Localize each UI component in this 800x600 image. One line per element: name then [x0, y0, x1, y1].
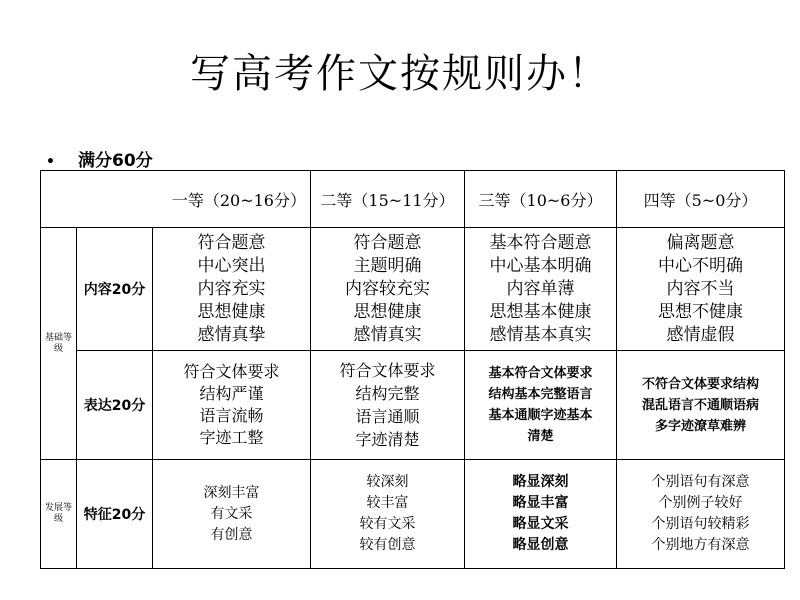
line: 主题明确	[353, 255, 422, 276]
line: 中心基本明确	[489, 255, 592, 276]
cell-feature-grade-3	[465, 460, 617, 569]
sub-feature: 特征20分	[77, 460, 153, 569]
line: 略显丰富	[512, 495, 569, 511]
header-grade-1: 一等（20~16分）	[41, 171, 311, 228]
line: 字迹清楚	[355, 430, 420, 449]
cell-expression-grade-1	[153, 351, 311, 460]
bullet-icon: •	[46, 154, 55, 170]
full-score-label: 满分60分	[78, 151, 153, 171]
line: 感情真实	[353, 324, 422, 345]
line: 较丰富	[366, 495, 409, 511]
cell-content-grade-4	[617, 228, 785, 351]
cell-content-grade-3	[465, 228, 617, 351]
table-row-expression	[41, 351, 785, 460]
line: 语言流畅	[199, 406, 264, 425]
line: 符合题意	[197, 232, 266, 253]
line: 语言通顺	[355, 407, 420, 426]
line: 混乱语言不通顺语病	[641, 397, 759, 413]
grading-rubric-table	[40, 170, 785, 569]
cell-expression-grade-4	[617, 351, 785, 460]
sub-expression: 表达20分	[77, 351, 153, 460]
header-row	[41, 171, 785, 228]
line: 思想健康	[197, 301, 266, 322]
line: 感情真挚	[197, 324, 266, 345]
line: 深刻丰富	[203, 484, 260, 501]
line: 内容不当	[666, 278, 735, 299]
level-development: 发展等级	[41, 460, 77, 569]
line: 有创意	[210, 526, 253, 543]
line: 清楚	[527, 429, 554, 444]
line: 略显文采	[512, 516, 569, 532]
line: 个别语句较精彩	[651, 516, 750, 532]
line: 思想不健康	[658, 301, 743, 322]
line: 较有创意	[359, 537, 416, 553]
score-bullet	[46, 146, 153, 171]
line: 结构基本完整语言	[488, 387, 593, 402]
line: 多字迹潦草难辨	[654, 418, 746, 434]
line: 中心不明确	[658, 255, 743, 276]
line: 个别地方有深意	[651, 537, 750, 553]
line: 有文采	[210, 505, 253, 522]
cell-content-grade-1	[153, 228, 311, 351]
line: 不符合文体要求结构	[641, 376, 759, 392]
line: 感情虚假	[666, 324, 735, 345]
line: 符合文体要求	[339, 361, 436, 380]
table-row-content	[41, 228, 785, 351]
line: 感情基本真实	[489, 324, 592, 345]
line: 内容充实	[197, 278, 266, 299]
header-grade-2: 二等（15~11分）	[311, 171, 465, 228]
cell-expression-grade-2	[311, 351, 465, 460]
line: 字迹工整	[199, 428, 264, 447]
line: 内容较充实	[345, 278, 430, 299]
cell-feature-grade-4	[617, 460, 785, 569]
line: 基本通顺字迹基本	[488, 408, 593, 423]
cell-expression-grade-3	[465, 351, 617, 460]
level-basic: 基础等级	[41, 228, 77, 460]
line: 结构严谨	[199, 384, 264, 403]
line: 略显深刻	[512, 474, 569, 490]
header-grade-4: 四等（5~0分）	[617, 171, 785, 228]
line: 中心突出	[197, 255, 266, 276]
line: 个别语句有深意	[651, 474, 750, 490]
cell-content-grade-2	[311, 228, 465, 351]
line: 内容单薄	[506, 278, 575, 299]
cell-feature-grade-2	[311, 460, 465, 569]
line: 个别例子较好	[658, 495, 743, 511]
line: 较深刻	[366, 474, 409, 490]
sub-content: 内容20分	[77, 228, 153, 351]
line: 思想基本健康	[489, 301, 592, 322]
line: 符合文体要求	[183, 362, 280, 381]
line: 思想健康	[353, 301, 422, 322]
header-grade-3: 三等（10~6分）	[465, 171, 617, 228]
cell-feature-grade-1	[153, 460, 311, 569]
line: 偏离题意	[666, 232, 735, 253]
line: 结构完整	[355, 384, 420, 403]
line: 略显创意	[512, 537, 569, 553]
line: 基本符合题意	[489, 232, 592, 253]
page-title: 写高考作文按规则办！	[190, 51, 610, 97]
line: 较有文采	[359, 516, 416, 532]
line: 符合题意	[353, 232, 422, 253]
line: 基本符合文体要求	[488, 366, 593, 381]
table-row-feature	[41, 460, 785, 569]
